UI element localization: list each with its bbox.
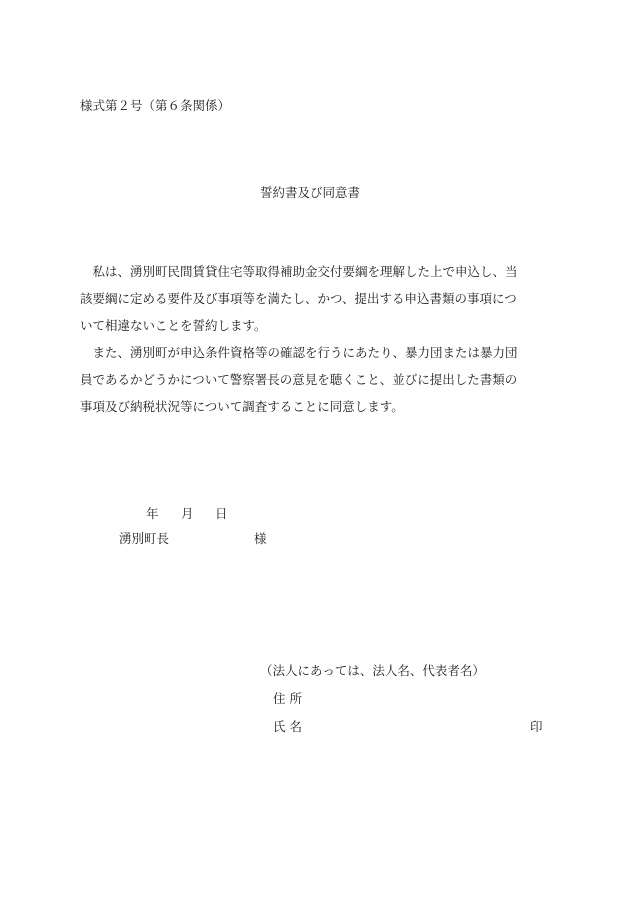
document-title: 誓約書及び同意書 [260, 185, 361, 200]
form-number: 様式第２号（第６条関係） [80, 98, 231, 113]
date-day-label: 日 [215, 506, 228, 521]
consent-paragraph [80, 339, 560, 420]
paragraph-line: 私は、湧別町民間賃貸住宅等取得補助金交付要綱を理解した上で申込し、当 [80, 264, 518, 279]
paragraph-line: また、湧別町が申込条件資格等の確認を行うにあたり、暴力団または暴力団 [80, 345, 518, 360]
paragraph-line: いて相違ないことを誓約します。 [80, 318, 267, 333]
paragraph-line: 員であるかどうかについて警察署長の意見を聴くこと、並びに提出した書類の [80, 372, 518, 387]
recipient-name: 湧別町長 [119, 531, 170, 546]
corporate-note: （法人にあっては、法人名、代表者名） [260, 663, 485, 678]
paragraph-line: 事項及び納税状況等について調査することに同意します。 [80, 399, 404, 414]
recipient-honorific: 様 [254, 531, 267, 546]
pledge-paragraph [80, 258, 560, 339]
address-label: 住 所 [273, 691, 302, 706]
date-month-label: 月 [181, 506, 194, 521]
date-year-label: 年 [146, 506, 159, 521]
paragraph-line: 該要綱に定める要件及び事項等を満たし、かつ、提出する申込書類の事項につ [80, 291, 517, 306]
name-label: 氏 名 [273, 719, 302, 734]
seal-label: 印 [530, 719, 543, 734]
